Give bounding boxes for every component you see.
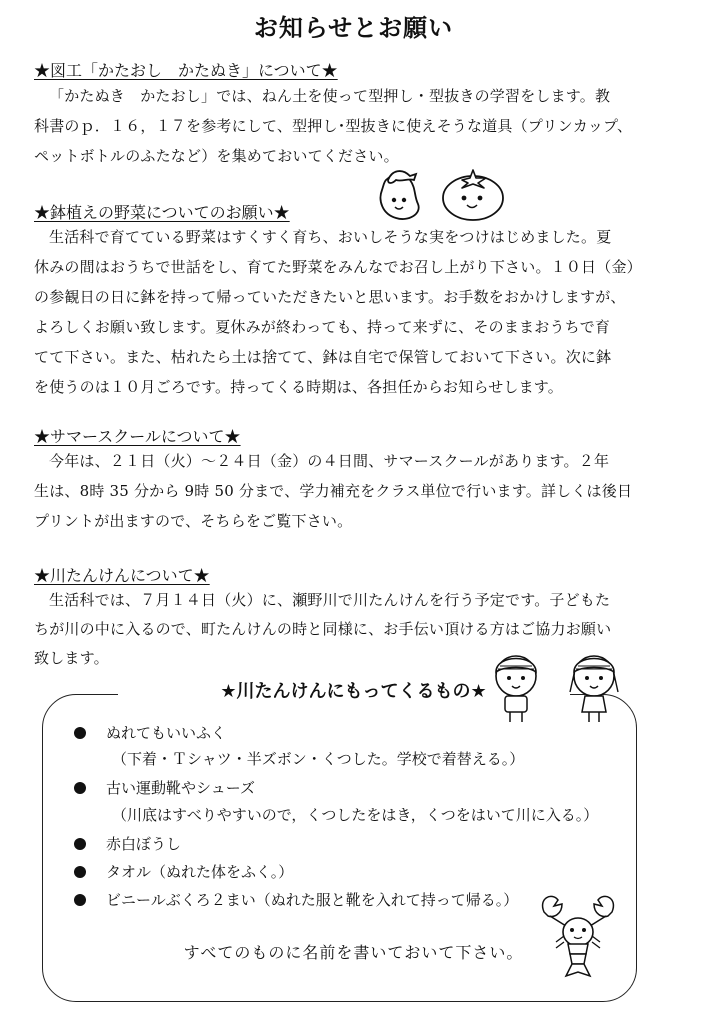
section-body-vegetables [34,222,664,402]
section-heading-zukou: ★図工「かたおし かたぬき」について★ [34,61,338,80]
body-line: 科書のｐ．１６，１７を参考にして、型押し･型抜きに使えそうな道具（プリンカップ、 [34,117,633,135]
bullet-icon [74,782,86,794]
item-plastic-bags [74,889,518,910]
body-line: 生は、8時 35 分から 9時 50 分まで、学力補充をクラス単位で行います。詳しくは後日 [34,482,633,500]
girl-illustration [566,646,622,724]
eggplant-illustration [372,166,428,222]
body-line: 生活科で育てている野菜はすくすく育ち、おいしそうな実をつけはじめました。夏 [49,228,612,246]
body-line: 今年は、２１日（火）～２４日（金）の４日間、サマースクールがあります。２年 [49,452,610,470]
body-line: の参観日の日に鉢を持って帰っていただきたいと思います。お手数をおかけしますが、 [34,288,626,306]
item-label: 赤白ぼうし [106,835,182,853]
item-label: 古い運動靴やシューズ [106,779,255,797]
item-note: （下着・Ｔシャツ・半ズボン・くつした。学校で着替える。） [112,750,525,768]
items-box-title: ★川たんけんにもってくるもの★ [220,681,487,702]
section-heading-river: ★川たんけんについて★ [34,566,210,585]
item-wet-clothes [74,722,226,743]
item-label: タオル（ぬれた体をふく。） [106,863,294,881]
boy-illustration [488,646,544,724]
item-label: ぬれてもいいふく [106,724,227,742]
item-old-shoes [74,777,255,798]
bullet-icon [74,894,86,906]
bullet-icon [74,838,86,850]
body-line: 致します。 [34,649,109,667]
item-cap [74,833,181,854]
section-body-zukou [34,81,664,171]
item-note: （川底はすべりやすいので，くつしたをはき，くつをはいて川に入る。） [112,806,599,824]
body-line: 生活科では、７月１４日（火）に、瀬野川で川たんけんを行う予定です。子どもた [49,591,611,609]
body-line: ペットボトルのふたなど）を集めておいてください。 [34,147,399,165]
crayfish-illustration [538,892,618,980]
body-line: よろしくお願い致します。夏休みが終わっても、持って来ずに、そのままおうちで育 [34,318,611,336]
body-line: プリントが出ますので、そちらをご覧下さい。 [34,512,353,530]
item-towel [74,861,293,882]
body-line: てて下さい。また、枯れたら土は捨てて、鉢は自宅で保管しておいて下さい。次に鉢 [34,348,612,366]
section-body-summer-school [34,446,664,536]
section-heading-summer-school: ★サマースクールについて★ [34,427,241,446]
bullet-icon [74,727,86,739]
body-line: ちが川の中に入るので、町たんけんの時と同様に、お手伝い頂ける方はご協力お願い [34,620,612,638]
item-label: ビニールぶくろ２まい（ぬれた服と靴を入れて持って帰る。） [106,891,519,909]
closing-note: すべてのものに名前を書いておいて下さい。 [183,943,524,962]
body-line: を使うのは１０月ごろです。持ってくる時期は、各担任からお知らせします。 [34,378,564,396]
body-line: 「かたぬき かたおし」では、ねん土を使って型押し・型抜きの学習をします。教 [49,87,611,105]
bullet-icon [74,866,86,878]
tomato-illustration [440,166,506,222]
body-line: 休みの間はおうちで世話をし、育てた野菜をみんなでお召し上がり下さい。１０日（金） [34,258,642,276]
page-title: お知らせとお願い [253,14,454,42]
section-heading-vegetables: ★鉢植えの野菜についてのお願い★ [34,203,290,222]
